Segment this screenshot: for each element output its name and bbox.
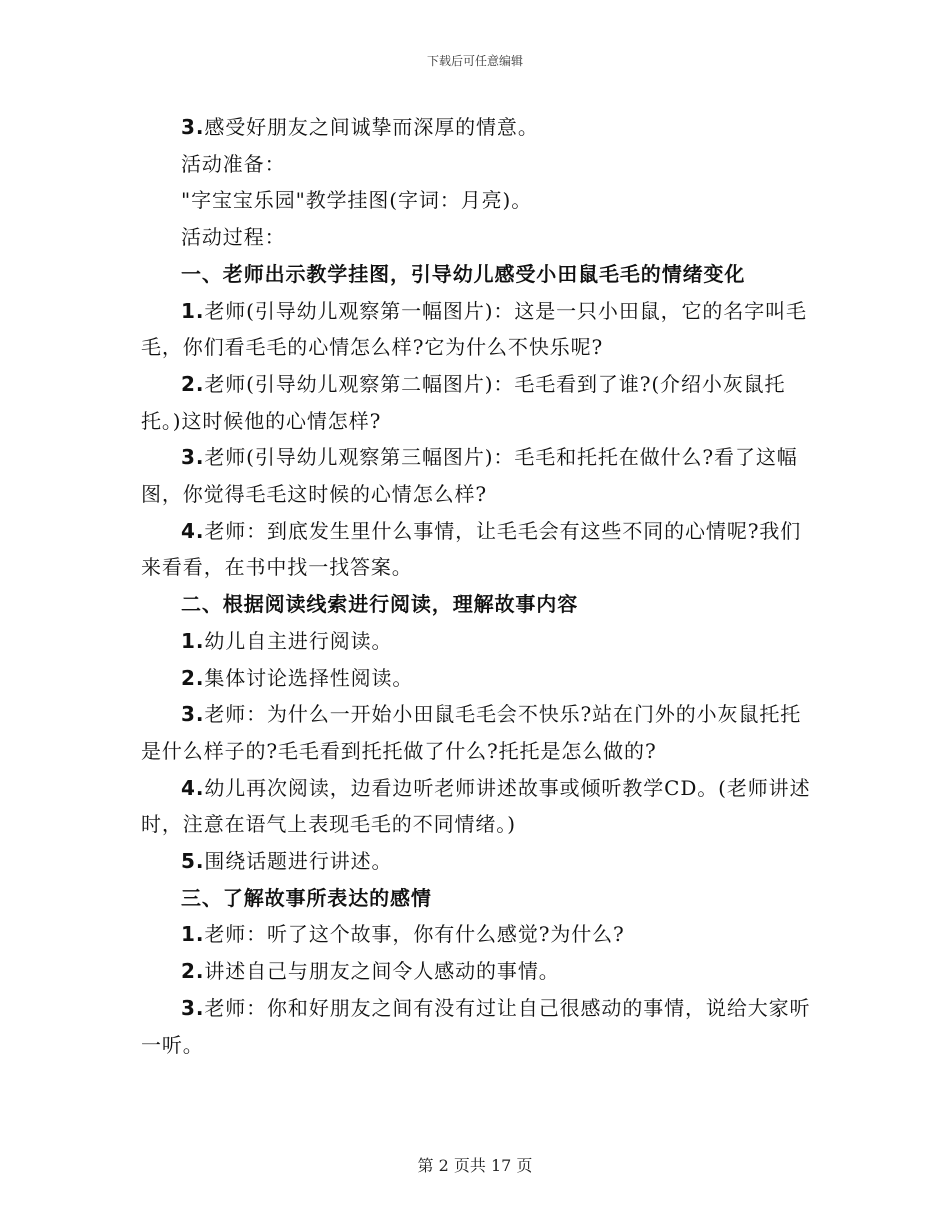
paragraph-text: 围绕话题进行讲述。 <box>204 849 393 874</box>
heading-text: 二、根据阅读线索进行阅读，理解故事内容 <box>181 592 579 617</box>
item-number: 4. <box>181 775 205 800</box>
paragraph-1 <box>141 146 811 183</box>
paragraph-text: 活动过程： <box>181 225 286 250</box>
paragraph-18 <box>141 990 811 1063</box>
paragraph-text: 老师(引导幼儿观察第三幅图片)：毛毛和托托在做什么?看了这幅图，你觉得毛毛这时候的心情怎么样? <box>141 445 798 507</box>
section-heading-1 <box>141 256 811 293</box>
item-number: 1. <box>181 298 205 323</box>
paragraph-text: 老师：到底发生里什么事情，让毛毛会有这些不同的心情呢?我们来看看，在书中找一找答案。 <box>141 518 802 580</box>
heading-text: 一、老师出示教学挂图，引导幼儿感受小田鼠毛毛的情绪变化 <box>181 261 746 286</box>
paragraph-text: 活动准备： <box>181 151 286 176</box>
paragraph-5 <box>141 293 811 366</box>
paragraph-7 <box>141 439 811 512</box>
paragraph-3 <box>141 219 811 256</box>
paragraph-text: 感受好朋友之间诚挚而深厚的情意。 <box>204 115 539 139</box>
paragraph-text: 老师(引导幼儿观察第一幅图片)：这是一只小田鼠，它的名字叫毛毛，你们看毛毛的心情怎么样?它为什么不快乐呢? <box>141 298 807 360</box>
item-number: 3. <box>181 702 205 727</box>
paragraph-14 <box>141 843 811 880</box>
paragraph-text: 幼儿再次阅读，边看边听老师讲述故事或倾听教学CD。(老师讲述时，注意在语气上表现毛毛的不同情绪。) <box>141 775 811 837</box>
paragraph-text: 讲述自己与朋友之间令人感动的事情。 <box>204 959 560 984</box>
paragraph-text: "字宝宝乐园"教学挂图(字词：月亮)。 <box>181 188 533 213</box>
paragraph-text: 幼儿自主进行阅读。 <box>204 628 393 653</box>
paragraph-text: 老师(引导幼儿观察第二幅图片)：毛毛看到了谁?(介绍小灰鼠托托。)这时候他的心情怎样? <box>141 371 786 433</box>
item-number: 1. <box>181 922 205 947</box>
item-number: 2. <box>181 371 205 396</box>
paragraph-text: 老师：听了这个故事，你有什么感觉?为什么? <box>204 922 625 947</box>
paragraph-text: 老师：为什么一开始小田鼠毛毛会不快乐?站在门外的小灰鼠托托是什么样子的?毛毛看到托托做了什么?托托是怎么做的? <box>141 702 802 763</box>
item-number: 3. <box>181 115 205 139</box>
item-number: 2. <box>181 665 205 690</box>
section-heading-3 <box>141 880 811 917</box>
paragraph-12 <box>141 696 811 769</box>
page-header: 下载后可任意编辑 <box>426 54 523 68</box>
paragraph-6 <box>141 366 811 439</box>
paragraph-text: 老师：你和好朋友之间有没有过让自己很感动的事情，说给大家听一听。 <box>141 995 811 1057</box>
item-number: 2. <box>181 959 205 984</box>
paragraph-11 <box>141 660 811 697</box>
item-number: 1. <box>181 628 205 653</box>
paragraph-0 <box>141 109 811 146</box>
paragraph-13 <box>141 770 811 843</box>
heading-text: 三、了解故事所表达的感情 <box>181 885 432 910</box>
section-heading-2 <box>141 586 811 623</box>
item-number: 3. <box>181 995 205 1020</box>
item-number: 4. <box>181 518 205 543</box>
paragraph-8 <box>141 513 811 586</box>
paragraph-16 <box>141 916 811 953</box>
paragraph-17 <box>141 953 811 990</box>
item-number: 3. <box>181 445 205 470</box>
paragraph-10 <box>141 623 811 660</box>
paragraph-2 <box>141 182 811 219</box>
document-body <box>141 109 811 1063</box>
paragraph-text: 集体讨论选择性阅读。 <box>204 665 414 690</box>
page-footer: 第 2 页共 17 页 <box>417 1156 533 1175</box>
item-number: 5. <box>181 849 205 874</box>
